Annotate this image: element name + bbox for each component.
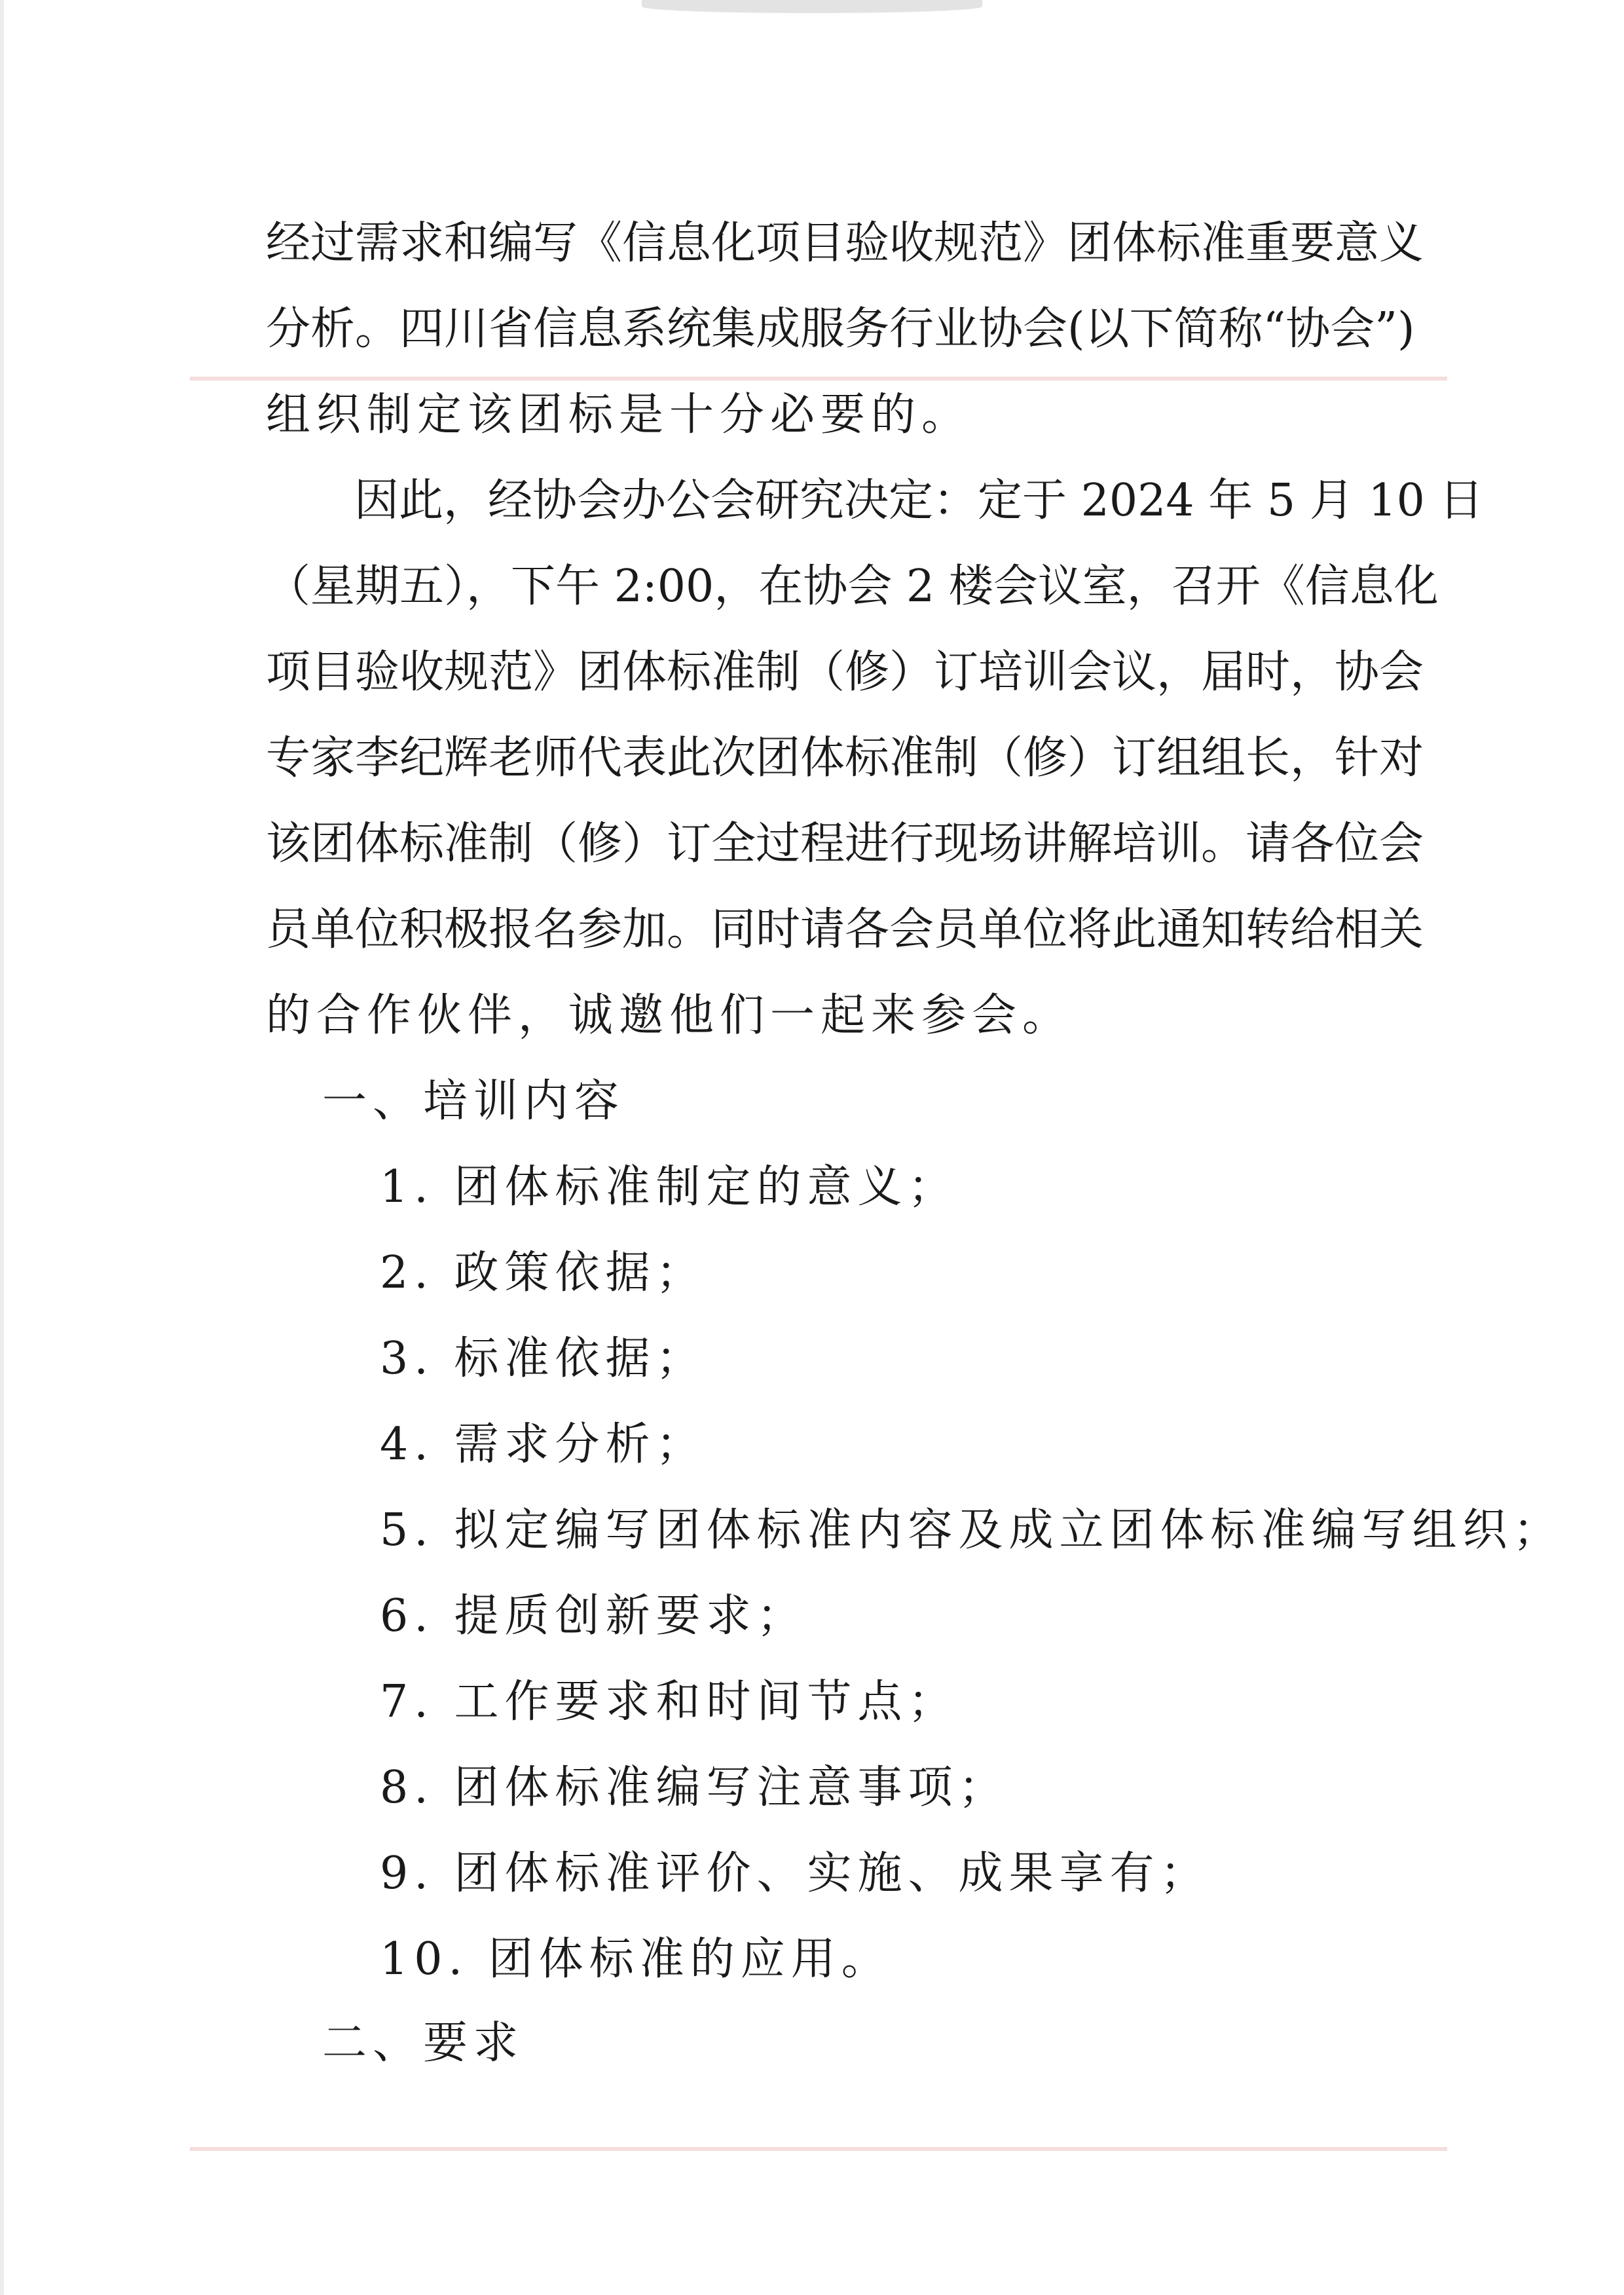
body-line: 专家李纪辉老师代表此次团体标准制（修）订组组长，针对 [266, 732, 1424, 784]
body-line: 分析。四川省信息系统集成服务行业协会(以下简称“协会”) [266, 303, 1415, 355]
body-line: 因此，经协会办公会研究决定：定于 2024 年 5 月 10 日 [354, 475, 1484, 527]
section-heading-training: 一、培训内容 [322, 1075, 625, 1127]
training-item: 1. 团体标准制定的意义； [380, 1161, 959, 1213]
training-item: 4. 需求分析； [380, 1419, 707, 1470]
training-item: 10. 团体标准的应用。 [380, 1933, 892, 1985]
body-line: 项目验收规范》团体标准制（修）订培训会议，届时，协会 [266, 646, 1424, 698]
letterhead-bleed-line [190, 377, 1447, 381]
training-item: 6. 提质创新要求； [380, 1590, 807, 1642]
scan-edge [0, 0, 4, 2295]
body-line: 该团体标准制（修）订全过程进行现场讲解培训。请各位会 [266, 818, 1424, 870]
section-heading-requirements: 二、要求 [322, 2017, 525, 2069]
training-item: 3. 标准依据； [380, 1333, 707, 1385]
training-item: 7. 工作要求和时间节点； [380, 1676, 959, 1728]
footer-bleed-line [190, 2147, 1447, 2151]
training-item: 2. 政策依据； [380, 1247, 707, 1299]
body-line: 组织制定该团标是十分必要的。 [266, 389, 972, 441]
training-item: 5. 拟定编写团体标准内容及成立团体标准编写组织； [380, 1504, 1564, 1556]
body-line: 员单位积极报名参加。同时请各会员单位将此通知转给相关 [266, 904, 1424, 956]
body-line: （星期五），下午 2:00，在协会 2 楼会议室，召开《信息化 [266, 561, 1439, 612]
scan-shadow [642, 0, 982, 13]
body-line: 的合作伙伴，诚邀他们一起来参会。 [266, 990, 1073, 1041]
training-item: 9. 团体标准评价、实施、成果享有； [380, 1848, 1211, 1899]
training-item: 8. 团体标准编写注意事项； [380, 1762, 1009, 1814]
body-line: 经过需求和编写《信息化项目验收规范》团体标准重要意义 [266, 217, 1424, 269]
